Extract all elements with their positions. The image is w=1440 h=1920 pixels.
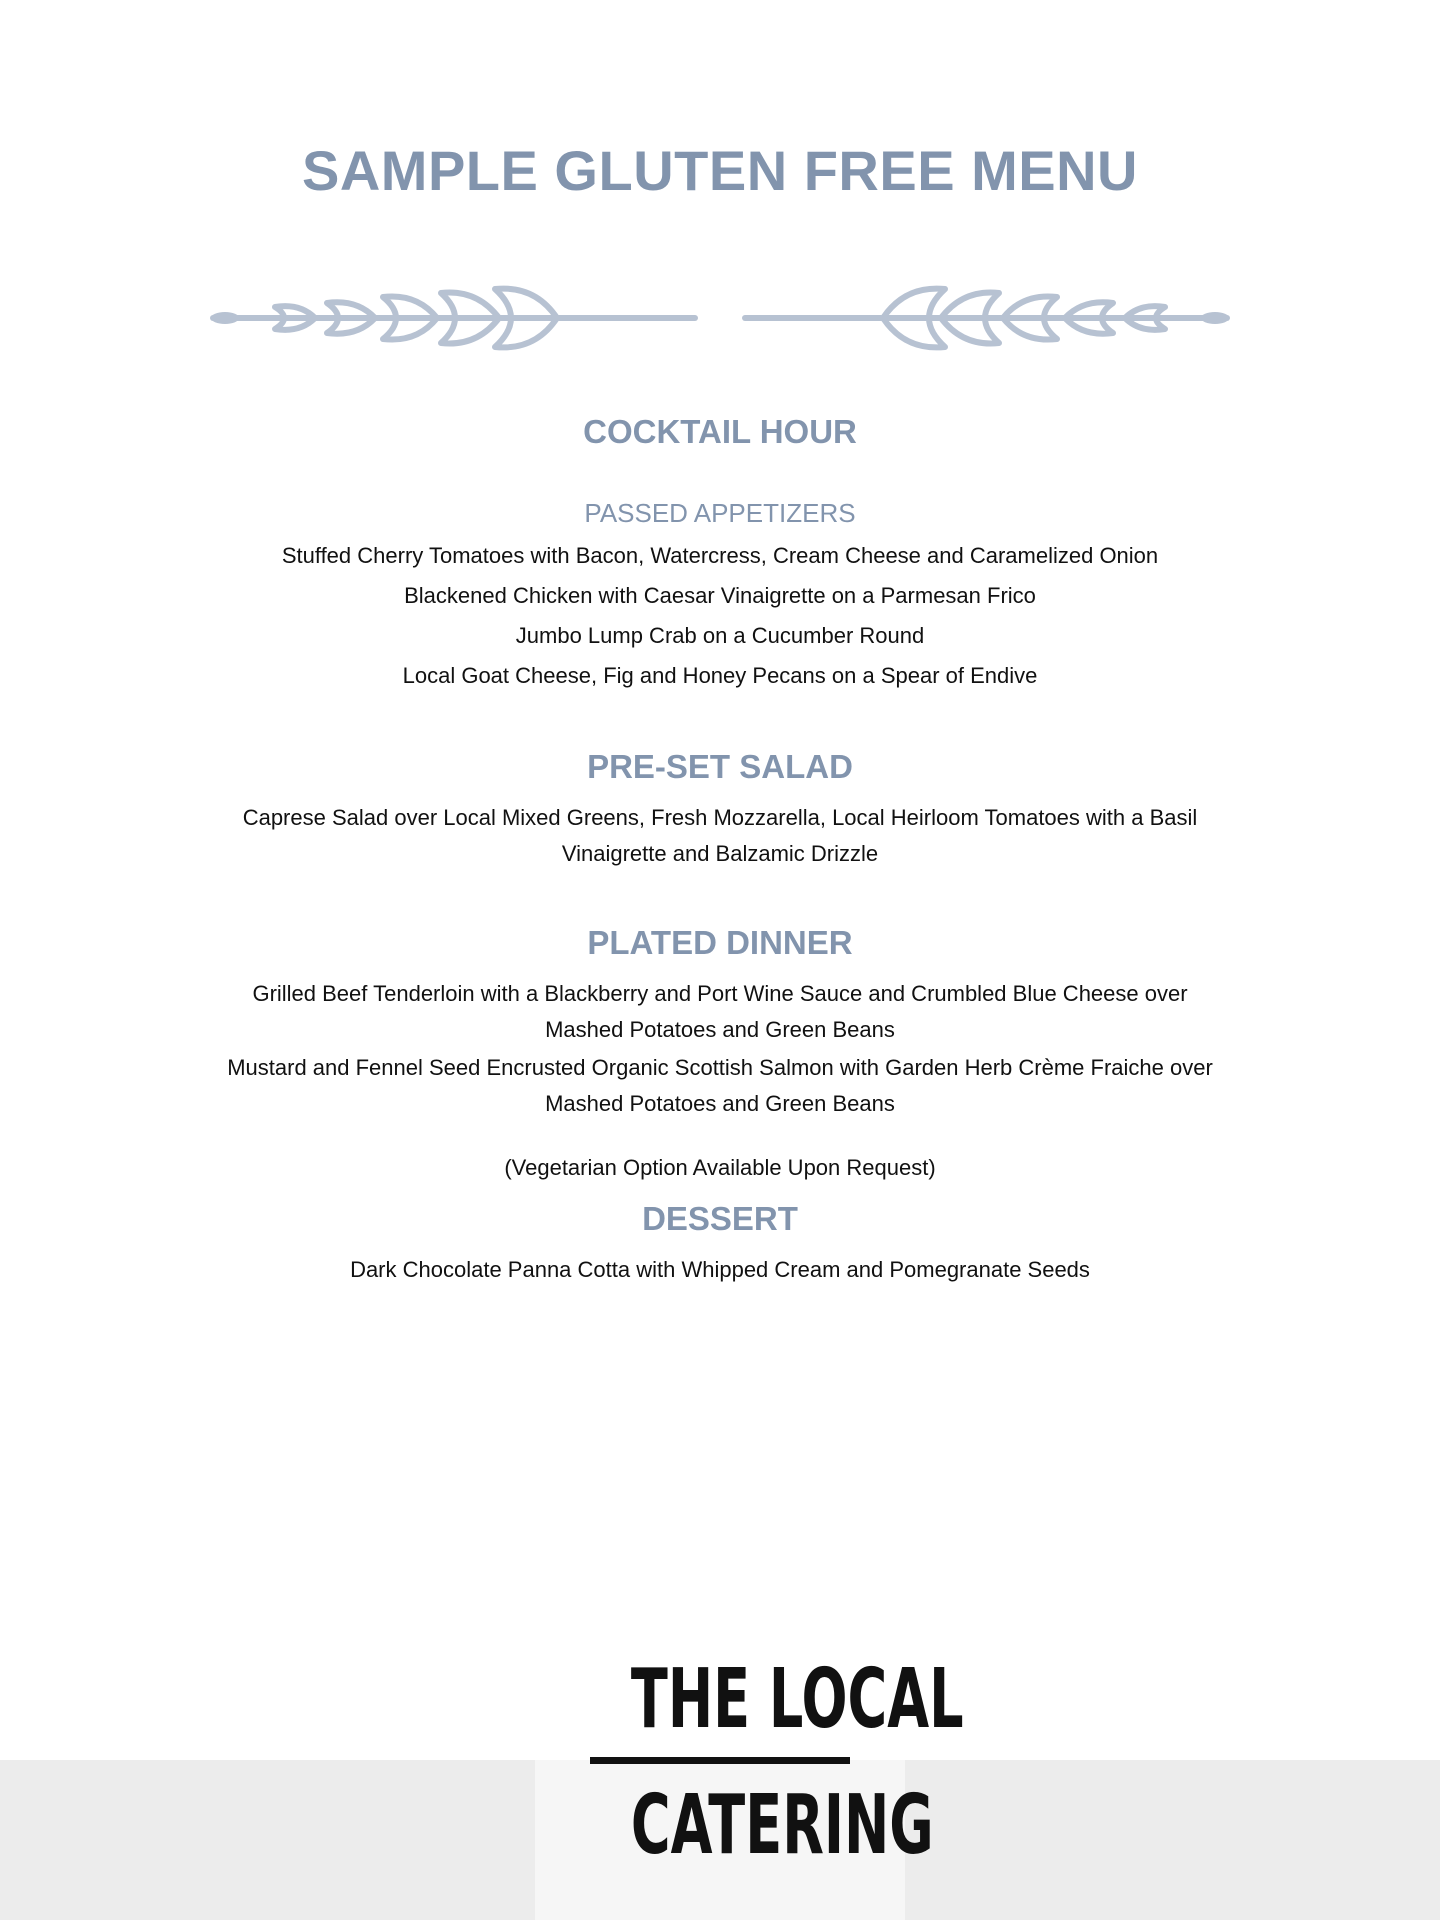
logo-line-1: THE LOCAL <box>630 1652 964 1747</box>
the-local-catering-logo <box>585 1645 964 1885</box>
appetizer-item: Stuffed Cherry Tomatoes with Bacon, Watercress, Cream Cheese and Caramelized Onion <box>281 543 1159 568</box>
dinner-item-line: Mashed Potatoes and Green Beans <box>545 1017 895 1042</box>
dinner-item-line: Mashed Potatoes and Green Beans <box>545 1091 895 1116</box>
logo-divider <box>590 1757 850 1764</box>
vegetarian-note: (Vegetarian Option Available Upon Request) <box>504 1155 936 1180</box>
section-heading-dessert: DESSERT <box>642 1200 798 1237</box>
salad-description-line: Caprese Salad over Local Mixed Greens, Fresh Mozzarella, Local Heirloom Tomatoes with a Basil <box>242 805 1198 830</box>
salad-description-line: Vinaigrette and Balzamic Drizzle <box>561 841 879 866</box>
section-heading-pre-set-salad: PRE-SET SALAD <box>587 748 853 785</box>
appetizer-item: Jumbo Lump Crab on a Cucumber Round <box>515 623 925 648</box>
appetizer-item: Blackened Chicken with Caesar Vinaigrette on a Parmesan Frico <box>404 583 1036 608</box>
menu-title: SAMPLE GLUTEN FREE MENU <box>302 139 1138 202</box>
appetizer-item: Local Goat Cheese, Fig and Honey Pecans on a Spear of Endive <box>402 663 1038 688</box>
dessert-item: Dark Chocolate Panna Cotta with Whipped Cream and Pomegranate Seeds <box>350 1257 1090 1282</box>
dinner-item-line: Mustard and Fennel Seed Encrusted Organic Scottish Salmon with Garden Herb Crème Fraiche over <box>227 1055 1213 1080</box>
logo-line-2: CATERING <box>630 1778 934 1873</box>
dinner-item-line: Grilled Beef Tenderloin with a Blackberry and Port Wine Sauce and Crumbled Blue Cheese over <box>252 981 1188 1006</box>
section-heading-plated-dinner: PLATED DINNER <box>587 924 853 961</box>
subheading-passed-appetizers: PASSED APPETIZERS <box>584 498 856 528</box>
section-heading-cocktail-hour: COCKTAIL HOUR <box>583 413 857 450</box>
laurel-vine-divider-icon <box>205 283 1235 353</box>
